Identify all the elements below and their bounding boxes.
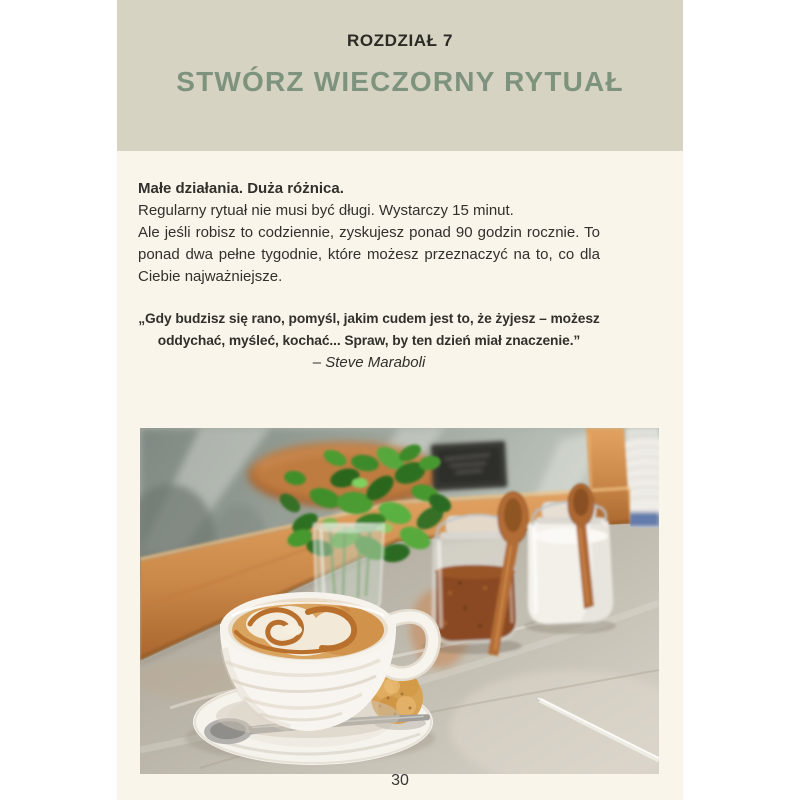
chalkboard-sign — [431, 441, 507, 491]
intro-bold-line: Małe działania. Duża różnica. — [138, 180, 344, 197]
quote-attribution: – Steve Maraboli — [312, 354, 426, 371]
page-content — [138, 178, 600, 374]
chapter-label: ROZDZIAŁ 7 — [346, 31, 454, 50]
coffee-photo — [140, 428, 659, 774]
quote-block — [138, 308, 600, 374]
book-page — [117, 0, 683, 800]
coffee-photo-illustration — [140, 428, 659, 774]
intro-sentence: Regularny rytuał nie musi być długi. Wystarczy 15 minut. — [138, 202, 514, 219]
chapter-header — [117, 0, 683, 151]
quote-line-1: „Gdy budzisz się rano, pomyśl, jakim cudem jest to, że żyjesz – możesz — [138, 311, 600, 326]
body-paragraph: Ale jeśli robisz to codziennie, zyskujesz ponad 90 godzin rocznie. To ponad dwa pełne tygodnie, które możesz przeznaczyć na to, co dla Ciebie najważniejsze. — [138, 224, 600, 285]
page-number: 30 — [391, 772, 409, 789]
chapter-title: STWÓRZ WIECZORNY RYTUAŁ — [176, 66, 624, 97]
quote-line-2: oddychać, myśleć, kochać... Spraw, by ten dzień miał znaczenie.” — [157, 333, 581, 348]
